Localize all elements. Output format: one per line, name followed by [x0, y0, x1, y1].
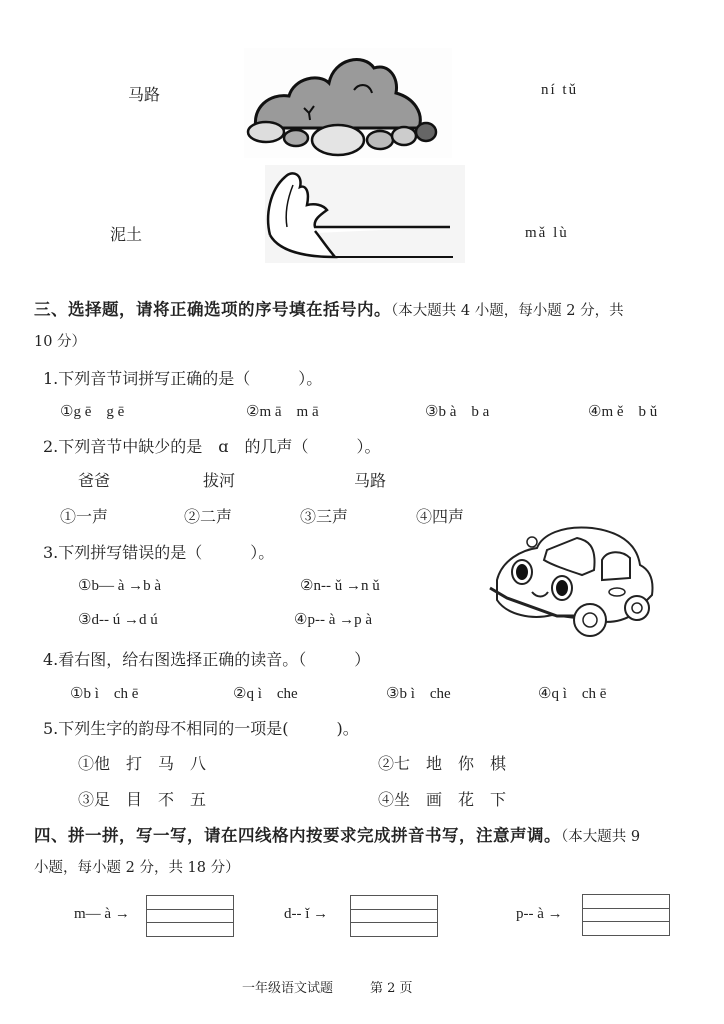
question-4-prompt: 4.看右图，给右图选择正确的读音。（ ） [43, 650, 371, 669]
rock-pile-icon [244, 48, 452, 158]
pinyin-item-1-label: m— à → [74, 906, 130, 922]
match-word-nitu: 泥土 [110, 225, 143, 244]
match-pinyin-nitu: ní tǔ [541, 82, 579, 98]
rock-pile-picture [244, 48, 452, 158]
question-2-option-3[interactable]: ③三声 [300, 507, 349, 526]
section4-note-line1: （本大题共 9 [561, 829, 641, 845]
match-pinyin-malu: mǎ lù [525, 225, 569, 241]
four-line-grid-3[interactable] [582, 894, 670, 936]
question-5-option-1[interactable]: ①他 打 马 八 [78, 754, 207, 773]
question-1-prompt: 1.下列音节词拼写正确的是（ ）。 [43, 369, 323, 388]
question-1-option-4[interactable]: ④m ě b ǔ [588, 404, 658, 420]
question-3-option-3[interactable]: ③d-- ú →d ú [78, 612, 158, 628]
question-3-option-4[interactable]: ④p-- à →p à [294, 612, 373, 628]
pinyin-item-2-label: d-- ǐ → [284, 906, 329, 922]
question-4-option-3[interactable]: ③b ì che [386, 686, 451, 702]
cartoon-car-icon [482, 520, 660, 644]
question-4-option-1[interactable]: ①b ì ch ē [70, 686, 139, 702]
question-2-word-2: 拔河 [203, 471, 236, 490]
four-line-grid-2[interactable] [350, 895, 438, 937]
section4-note-line2: 小题，每小题 2 分，共 18 分） [34, 860, 240, 876]
footer-subject: 一年级语文试题 [242, 981, 334, 996]
question-2-word-1: 爸爸 [78, 471, 111, 490]
four-line-grid-1[interactable] [146, 895, 234, 937]
question-5-option-3[interactable]: ③足 目 不 五 [78, 790, 207, 809]
section3-note-line2: 10 分） [34, 334, 87, 350]
question-3-prompt: 3.下列拼写错误的是（ ）。 [43, 543, 275, 562]
section3-note-line1: （本大题共 4 小题，每小题 2 分，共 [391, 303, 624, 319]
question-1-option-1[interactable]: ①g ē g ē [60, 404, 125, 420]
question-2-option-4[interactable]: ④四声 [416, 507, 465, 526]
question-2-option-2[interactable]: ②二声 [184, 507, 233, 526]
question-2-option-1[interactable]: ①一声 [60, 507, 109, 526]
question-2-word-3: 马路 [354, 471, 387, 490]
section3-heading [34, 296, 624, 320]
car-picture [482, 520, 660, 644]
footer-page-number: 第 2 页 [370, 981, 413, 996]
question-4-option-4[interactable]: ④q ì ch ē [538, 686, 607, 702]
question-1-option-3[interactable]: ③b à b a [425, 404, 490, 420]
section4-heading [34, 822, 640, 846]
question-3-option-1[interactable]: ①b— à →b à [78, 578, 162, 594]
question-5-option-2[interactable]: ②七 地 你 棋 [378, 754, 507, 773]
question-3-option-2[interactable]: ②n-- ǔ →n ǔ [300, 578, 380, 594]
question-5-prompt: 5.下列生字的韵母不相同的一项是( )。 [43, 719, 359, 738]
question-1-option-2[interactable]: ②m ā m ā [246, 404, 319, 420]
hand-pointing-picture [265, 165, 465, 263]
match-word-malu: 马路 [128, 85, 161, 104]
hand-icon [265, 165, 465, 263]
question-5-option-4[interactable]: ④坐 画 花 下 [378, 790, 507, 809]
question-4-option-2[interactable]: ②q ì che [233, 686, 298, 702]
section3-title: 三、选择题，请将正确选项的序号填在括号内。 [34, 300, 391, 319]
section4-title: 四、拼一拼，写一写，请在四线格内按要求完成拼音书写，注意声调。 [34, 826, 561, 845]
pinyin-item-3-label: p-- à → [516, 906, 563, 922]
question-2-prompt: 2.下列音节中缺少的是 ɑ 的几声（ ）。 [43, 437, 381, 456]
